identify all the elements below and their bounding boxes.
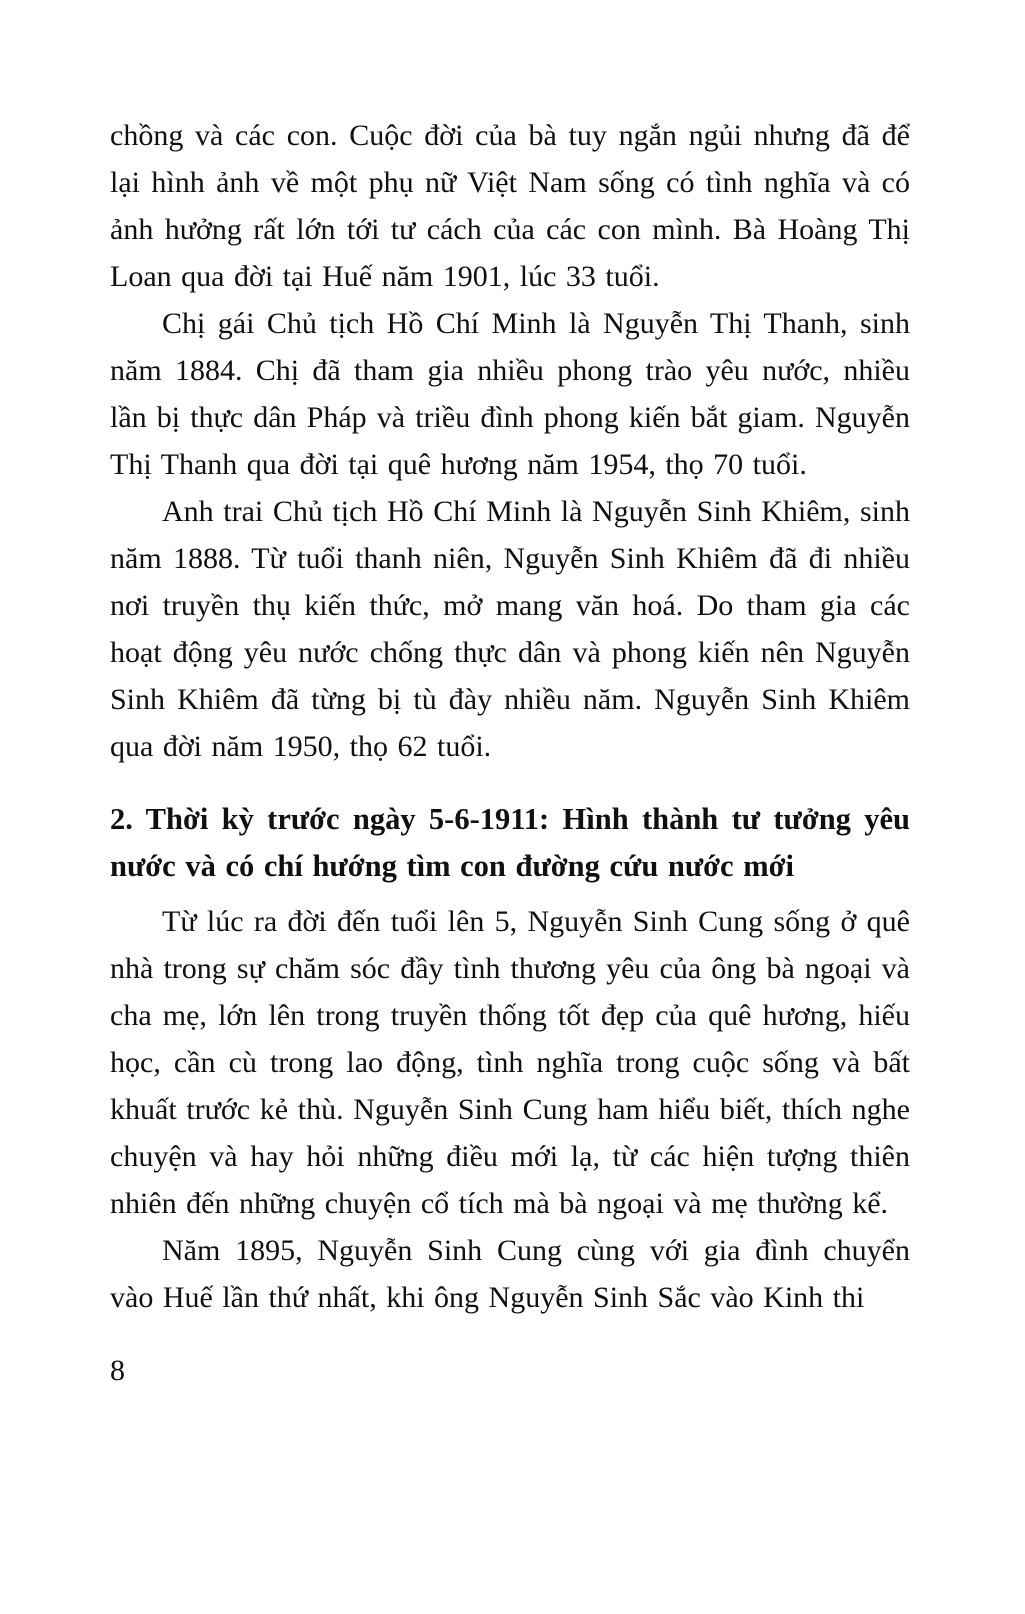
paragraph-hoang-thi-loan: chồng và các con. Cuộc đời của bà tuy ngắn ngủi nhưng đã để lại hình ảnh về một phụ nữ Việt Nam sống có tình nghĩa và có ảnh hưởng rất lớn tới tư cách của các con mình. Bà Hoàng Thị Loan qua đời tại Huế năm 1901, lúc 33 tuổi.: [110, 119, 910, 293]
paragraph-hue-move-1895: Năm 1895, Nguyễn Sinh Cung cùng với gia đình chuyển vào Huế lần thứ nhất, khi ông Nguyễn Sinh Sắc vào Kinh thi: [110, 1234, 910, 1314]
page-content: [110, 112, 910, 1321]
paragraph-nguyen-sinh-khiem: Anh trai Chủ tịch Hồ Chí Minh là Nguyễn Sinh Khiêm, sinh năm 1888. Từ tuổi thanh niên, Nguyễn Sinh Khiêm đã đi nhiều nơi truyền thụ kiến thức, mở mang văn hoá. Do tham gia các hoạt động yêu nước chống thực dân và phong kiến nên Nguyễn Sinh Khiêm đã từng bị tù đày nhiều năm. Nguyễn Sinh Khiêm qua đời năm 1950, thọ 62 tuổi.: [110, 495, 910, 763]
paragraph-nguyen-thi-thanh: Chị gái Chủ tịch Hồ Chí Minh là Nguyễn Thị Thanh, sinh năm 1884. Chị đã tham gia nhiều phong trào yêu nước, nhiều lần bị thực dân Pháp và triều đình phong kiến bắt giam. Nguyễn Thị Thanh qua đời tại quê hương năm 1954, thọ 70 tuổi.: [110, 307, 910, 481]
section-heading: 2. Thời kỳ trước ngày 5-6-1911: Hình thành tư tưởng yêu nước và có chí hướng tìm con đường cứu nước mới: [110, 802, 910, 883]
page-number: 8: [110, 1354, 125, 1387]
paragraph-nguyen-sinh-cung-childhood: Từ lúc ra đời đến tuổi lên 5, Nguyễn Sinh Cung sống ở quê nhà trong sự chăm sóc đầy tình thương yêu của ông bà ngoại và cha mẹ, lớn lên trong truyền thống tốt đẹp của quê hương, hiếu học, cần cù trong lao động, tình nghĩa trong cuộc sống và bất khuất trước kẻ thù. Nguyễn Sinh Cung ham hiểu biết, thích nghe chuyện và hay hỏi những điều mới lạ, từ các hiện tượng thiên nhiên đến những chuyện cổ tích mà bà ngoại và mẹ thường kể.: [110, 905, 910, 1220]
